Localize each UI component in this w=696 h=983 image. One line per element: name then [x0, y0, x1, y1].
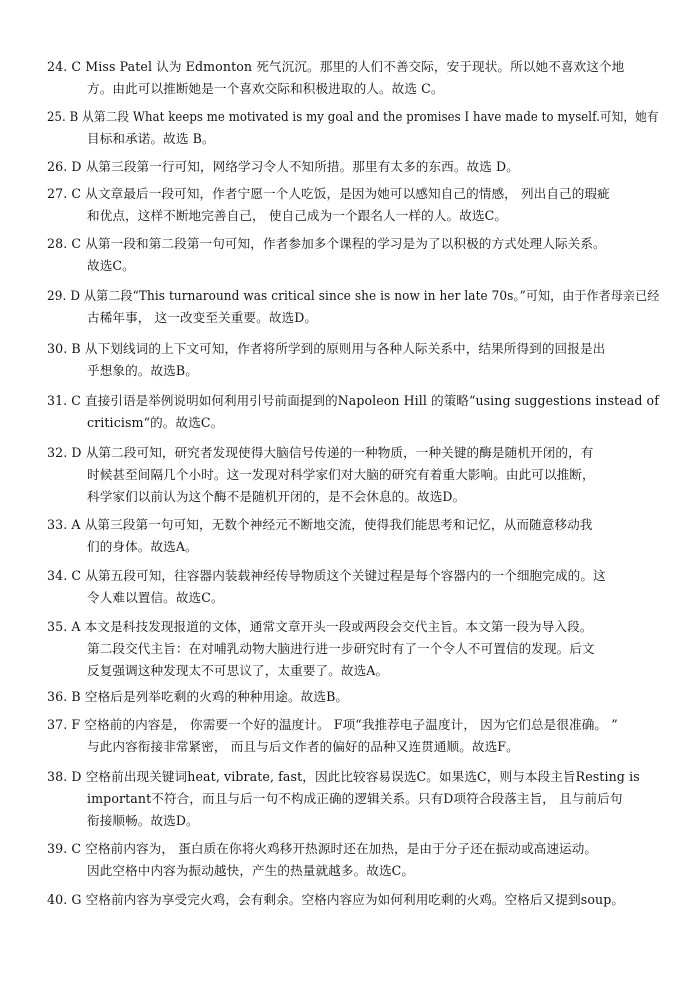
answer-line: 36. B 空格后是列举吃剩的火鸡的种种用途。故选B。 — [47, 689, 349, 704]
answer-line: 34. C 从第五段可知，往容器内装载神经传导物质这个关键过程是每个容器内的一个细胞完成的。这 — [47, 568, 606, 583]
answer-line: 乎想象的。故选B。 — [87, 363, 198, 378]
answer-line: 方。由此可以推断她是一个喜欢交际和积极进取的人。故选 C。 — [87, 81, 444, 96]
answer-30 — [47, 338, 659, 382]
answer-line: 33. A 从第三段第一句可知，无数个神经元不断地交流，使得我们能思考和记忆，从而随意移动我 — [47, 517, 593, 532]
answer-32 — [47, 442, 659, 508]
answer-line: 与此内容衔接非常紧密， 而且与后文作者的偏好的品种又连贯通顺。故选F。 — [87, 739, 519, 754]
answer-line: 衔接顺畅。故选D。 — [87, 813, 199, 828]
answer-line: 39. C 空格前内容为， 蛋白质在你将火鸡移开热源时还在加热，是由于分子还在振动或高速运动。 — [47, 841, 598, 856]
answer-line: 古稀年事， 这一改变至关重要。故选D。 — [87, 310, 318, 325]
answer-line: 第二段交代主旨：在对哺乳动物大脑进行进一步研究时有了一个令人不可置信的发现。后文 — [87, 641, 595, 656]
answer-line: 故选C。 — [87, 258, 135, 273]
answer-34 — [47, 565, 659, 609]
answer-line: 令人难以置信。故选C。 — [87, 590, 224, 605]
answer-40 — [47, 889, 659, 911]
answer-line: 目标和承诺。故选 B。 — [87, 131, 215, 146]
answer-29 — [47, 285, 659, 329]
answer-line: 时候甚至间隔几个小时。这一发现对科学家们对大脑的研究有着重大影响。由此可以推断， — [87, 467, 595, 482]
answer-line: 38. D 空格前出现关键词heat, vibrate, fast，因此比较容易误选C。如果选C，则与本段主旨Resting is — [47, 769, 640, 784]
answer-27 — [47, 183, 659, 227]
answer-26 — [47, 156, 659, 178]
answer-line: criticism“的。故选C。 — [87, 415, 224, 430]
answer-line: important不符合，而且与后一句不构成正确的逻辑关系。只有D项符合段落主旨， 且与前后句 — [87, 791, 623, 806]
answer-35 — [47, 616, 659, 682]
answer-line: 24. C Miss Patel 认为 Edmonton 死气沉沉。那里的人们不善交际，安于现状。所以她不喜欢这个地 — [47, 59, 625, 74]
answer-line: 和优点，这样不断地完善自己， 使自己成为一个跟名人一样的人。故选C。 — [87, 208, 508, 223]
answer-24 — [47, 56, 659, 100]
answer-line: 们的身体。故选A。 — [87, 539, 198, 554]
answer-38 — [47, 766, 659, 832]
answer-39 — [47, 838, 659, 882]
answer-31 — [47, 390, 659, 434]
answer-line: 27. C 从文章最后一段可知，作者宁愿一个人吃饭，是因为她可以感知自己的情感， 列出自己的瑕疵 — [47, 186, 610, 201]
answer-line: 32. D 从第二段可知，研究者发现使得大脑信号传递的一种物质，一种关键的酶是随机开闭的，有 — [47, 445, 594, 460]
answer-line: 因此空格中内容为振动越快，产生的热量就越多。故选C。 — [87, 863, 415, 878]
answer-33 — [47, 514, 659, 558]
answer-line: 28. C 从第一段和第二段第一句可知，作者参加多个课程的学习是为了以积极的方式处理人际关系。 — [47, 236, 606, 251]
answer-37 — [47, 714, 659, 758]
answer-line: 29. D 从第二段“This turnaround was critical since she is now in her late 70s。”可知，由于作者母亲已经 — [47, 288, 660, 303]
answer-25 — [47, 106, 659, 150]
answer-36 — [47, 686, 659, 708]
answer-line: 40. G 空格前内容为享受完火鸡，会有剩余。空格内容应为如何利用吃剩的火鸡。空格后又提到soup。 — [47, 892, 625, 907]
answer-line: 35. A 本文是科技发现报道的文体，通常文章开头一段或两段会交代主旨。本文第一段为导入段。 — [47, 619, 593, 634]
answer-line: 31. C 直接引语是举例说明如何利用引号前面提到的Napoleon Hill 的策略“using suggestions instead of — [47, 393, 659, 408]
answer-line: 37. F 空格前的内容是， 你需要一个好的温度计。 F项“我推荐电子温度计， 因为它们总是很准确。 ” — [47, 717, 618, 732]
answer-line: 科学家们以前认为这个酶不是随机开闭的，是不会休息的。故选D。 — [87, 489, 466, 504]
answer-line: 26. D 从第三段第一行可知，网络学习令人不知所措。那里有太多的东西。故选 D。 — [47, 159, 519, 174]
answer-line: 反复强调这种发现太不可思议了，太重要了。故选A。 — [87, 663, 389, 678]
answer-line: 30. B 从下划线词的上下文可知，作者将所学到的原则用与各种人际关系中，结果所得到的回报是出 — [47, 341, 606, 356]
answer-line: 25. B 从第二段 What keeps me motivated is my goal and the promises I have made to myself.可知，她有 — [47, 109, 659, 124]
answer-28 — [47, 233, 659, 277]
